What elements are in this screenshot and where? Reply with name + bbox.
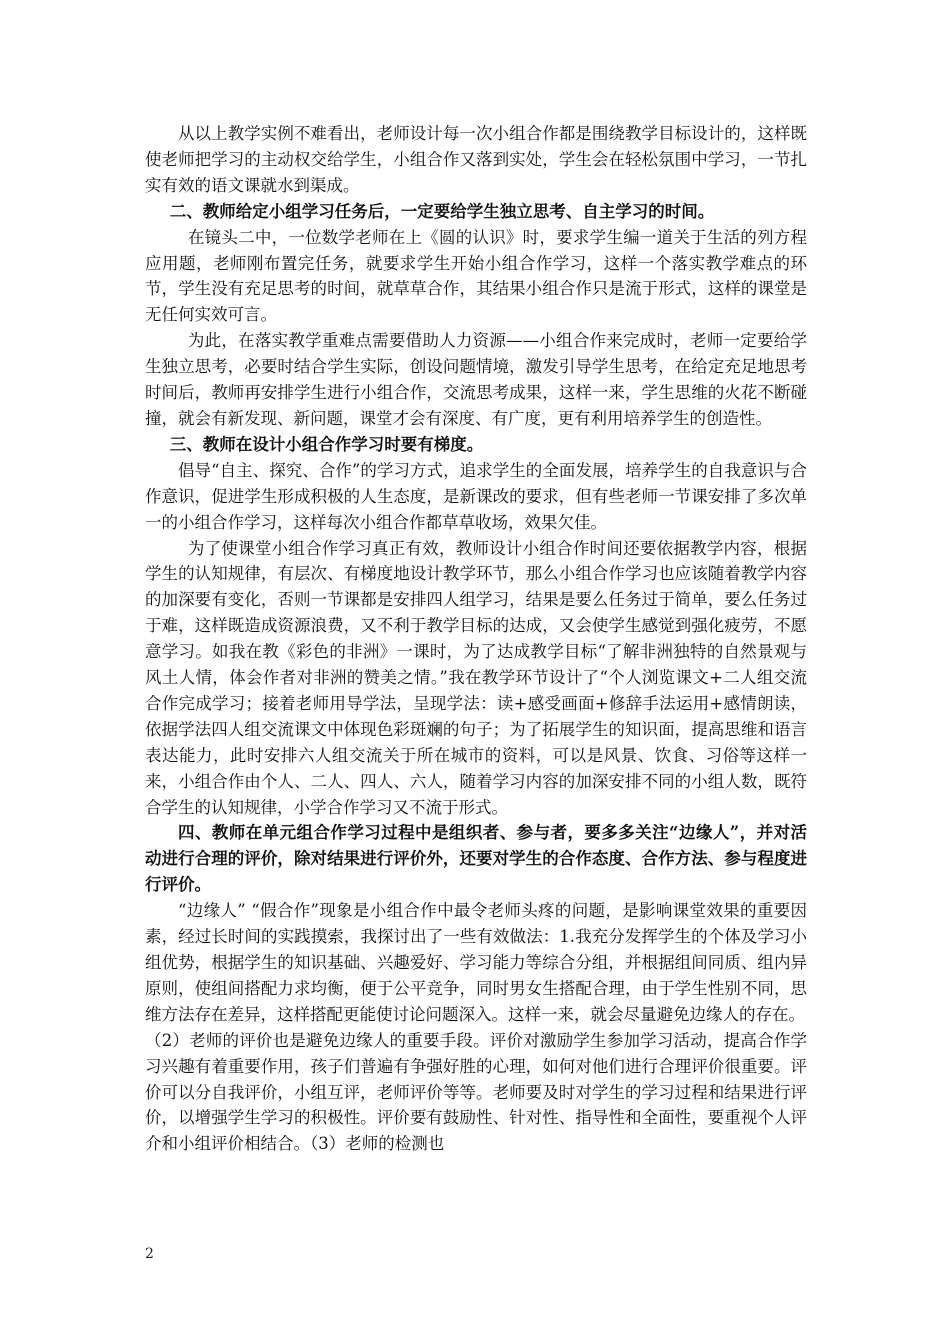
paragraph: 在镜头二中，一位数学老师在上《圆的认识》时，要求学生编一道关于生活的列方程应用题，老师刚布置完任务，就要求学生开始小组合作学习，这样一个落实教学难点的环节，学生没有充足思考的时间，就草草合作，其结果小组合作只是流于形式，这样的课堂是无任何实效可言。 (145, 227, 807, 325)
document-body (145, 121, 807, 1157)
paragraph: 为此，在落实教学重难点需要借助人力资源——小组合作来完成时，老师一定要给学生独立思考，必要时结合学生实际，创设问题情境，激发引导学生思考，在给定充足地思考时间后，教师再安排学生进行小组合作，交流思考成果，这样一来，学生思维的火花不断碰撞，就会有新发现、新问题，课堂才会有深度、有广度，更有利用培养学生的创造性。 (145, 331, 807, 428)
paragraph: 从以上教学实例不难看出，老师设计每一次小组合作都是围绕教学目标设计的，这样既使老师把学习的主动权交给学生，小组合作又落到实处，学生会在轻松氛围中学习，一节扎实有效的语文课就水到渠成。 (145, 124, 807, 195)
paragraph: 为了使课堂小组合作学习真正有效，教师设计小组合作时间还要依据教学内容，根据学生的认知规律，有层次、有梯度地设计教学环节，那么小组合作学习也应该随着教学内容的加深要有变化，否则一节课都是安排四人组学习，结果是要么任务过于简单，要么任务过于难，这样既造成资源浪费，又不利于教学目标的达成，又会使学生感觉到强化疲劳，不愿意学习。如我在教《彩色的非洲》一课时，为了达成教学目标“了解非洲独特的自然景观与风土人情，体会作者对非洲的赞美之情。”我在教学环节设计了“个人浏览课文+二人组交流合作完成学习；接着老师用导学法，呈现学法：读+感受画面+修辞手法运用+感情朗读，依据学法四人组交流课文中体现色彩斑斓的句子；为了拓展学生的知识面，提高思维和语言表达能力，此时安排六人组交流关于所在城市的资料，可以是风景、饮食、习俗等这样一来，小组合作由个人、二人、四人、六人，随着学习内容的加深安排不同的小组人数，既符合学生的认知规律，小学合作学习又不流于形式。 (145, 538, 807, 817)
paragraph: （2）老师的评价也是避免边缘人的重要手段。评价对激励学生参加学习活动，提高合作学习兴趣有着重要作用，孩子们普遍有争强好胜的心理，如何对他们进行合理评价很重要。评价可以分自我评价，小组互评，老师评价等等。老师要及时对学生的学习过程和结果进行评价，以增强学生学习的积极性。评价要有鼓励性、针对性、指导性和全面性，要重视个人评介和小组评价相结合。（3）老师的检测也 (145, 1030, 807, 1154)
paragraph: “边缘人” “假合作”现象是小组合作中最令老师头疼的问题，是影响课堂效果的重要因素，经过长时间的实践摸索，我探讨出了一些有效做法：1.我充分发挥学生的个体及学习小组优势，根据学生的知识基础、兴趣爱好、学习能力等综合分组，并根据组间同质、组内异原则，使组间搭配力求均衡，便于公平竞争，同时男女生搭配合理，由于学生性别不同，思维方法存在差异，这样搭配更能使讨论问题深入。这样一来，就会尽量避免边缘人的存在。 (145, 901, 807, 1024)
page-number: 2 (145, 1246, 154, 1262)
section-heading: 三、教师在设计小组合作学习时要有梯度。 (169, 434, 484, 454)
section-heading: 二、教师给定小组学习任务后，一定要给学生独立思考、自主学习的时间。 (169, 201, 715, 221)
paragraph: 倡导“自主、探究、合作”的学习方式，追求学生的全面发展，培养学生的自我意识与合作意识，促进学生形成积极的人生态度，是新课改的要求，但有些老师一节课安排了多次单一的小组合作学习，这样每次小组合作都草草收场，效果欠佳。 (145, 460, 807, 532)
section-heading: 四、教师在单元组合作学习过程中是组织者、参与者，要多多关注“边缘人”，并对活动进行合理的评价，除对结果进行评价外，还要对学生的合作态度、合作方法、参与程度进行评价。 (145, 823, 807, 895)
